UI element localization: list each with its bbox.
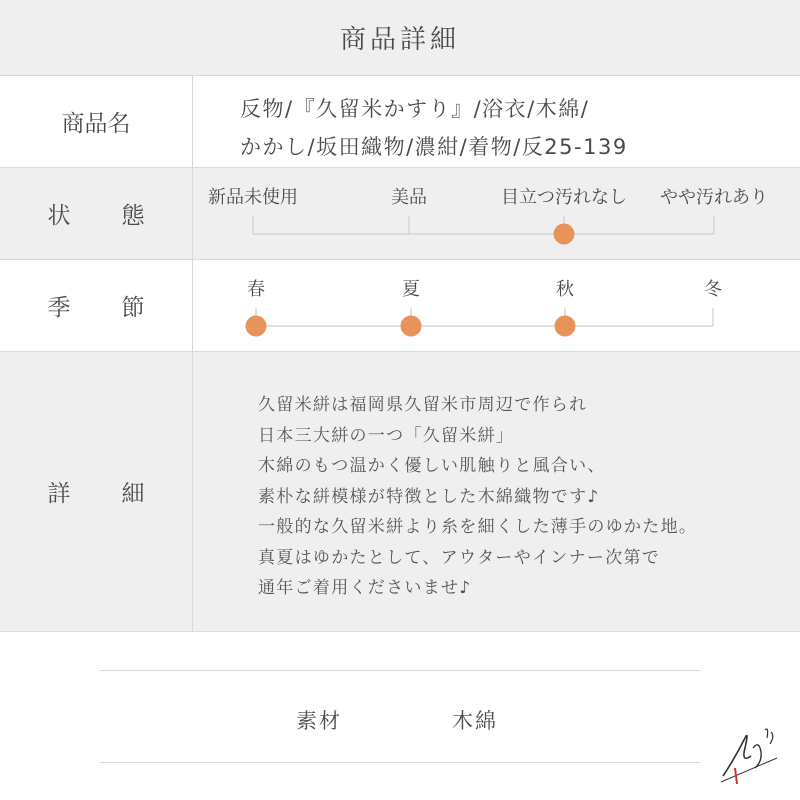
details-line: 木綿のもつ温かく優しい肌触りと風合い、 xyxy=(258,456,606,476)
details-row xyxy=(0,352,800,632)
season-selected-dot xyxy=(401,316,422,337)
condition-option-label: 美品 xyxy=(391,187,427,208)
season-scale xyxy=(0,260,800,352)
condition-option-label: やや汚れあり xyxy=(660,187,768,208)
season-label: 季 節 xyxy=(0,260,193,351)
page-title: 商品詳細 xyxy=(339,25,460,55)
season-selected-dot xyxy=(246,316,267,337)
material-label: 素材 xyxy=(296,709,342,733)
condition-label: 状 態 xyxy=(0,168,193,259)
page-header xyxy=(0,0,800,76)
season-option-label: 冬 xyxy=(704,279,722,300)
product-name-row xyxy=(0,76,800,168)
condition-scale xyxy=(0,168,800,260)
details-line: 日本三大絣の一つ「久留米絣」 xyxy=(258,425,515,446)
material-value: 木綿 xyxy=(452,709,498,733)
material-bottom-divider xyxy=(100,762,700,763)
details-line: 通年ご着用くださいませ♪ xyxy=(258,578,472,598)
season-option-label: 春 xyxy=(247,279,265,300)
condition-row xyxy=(0,168,800,260)
product-name-line: 反物/『久留米かすり』/浴衣/木綿/ xyxy=(240,97,590,121)
details-line: 真夏はゆかたとして、アウターやインナー次第で xyxy=(258,547,661,568)
details-line: 一般的な久留米絣より糸を細くした薄手のゆかた地。 xyxy=(258,517,698,537)
condition-option-label: 新品未使用 xyxy=(208,187,298,208)
condition-option-label: 目立つ汚れなし xyxy=(501,187,627,208)
details-text xyxy=(258,390,697,604)
season-selected-dot xyxy=(555,316,576,337)
brand-logo xyxy=(715,718,785,788)
season-option-label: 夏 xyxy=(402,279,420,300)
season-row xyxy=(0,260,800,352)
season-option-label: 秋 xyxy=(556,279,574,300)
material-top-divider xyxy=(100,670,700,671)
product-name-label: 商品名 xyxy=(0,76,193,167)
details-label: 詳 細 xyxy=(0,352,193,631)
details-line: 久留米絣は福岡県久留米市周辺で作られ xyxy=(258,395,588,415)
details-line: 素朴な絣模様が特徴とした木綿織物です♪ xyxy=(258,486,600,507)
product-name-value xyxy=(240,90,628,166)
product-name-line: かかし/坂田織物/濃紺/着物/反25-139 xyxy=(240,135,628,159)
condition-selected-dot xyxy=(554,224,575,245)
